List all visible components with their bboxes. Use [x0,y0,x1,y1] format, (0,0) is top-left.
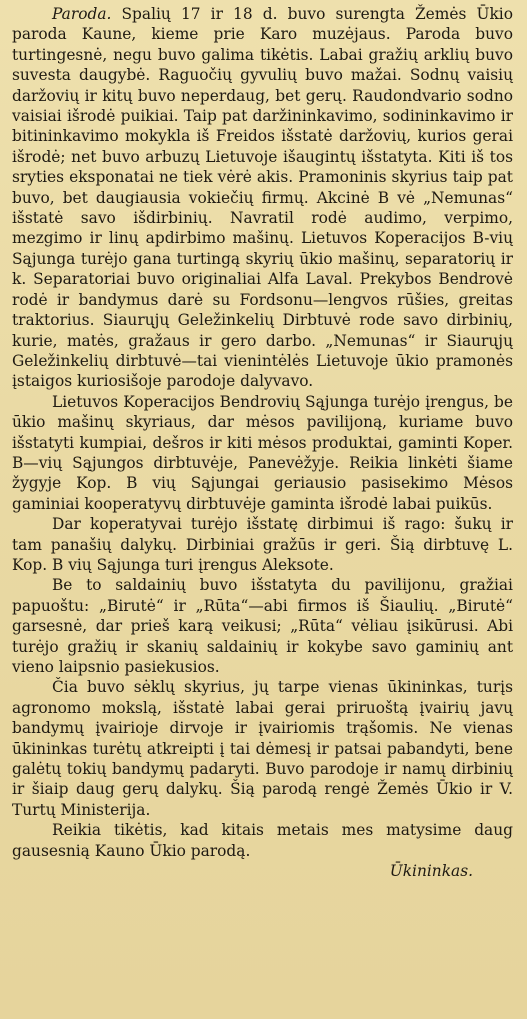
article-body [12,4,513,861]
paragraph-5: Čia buvo sėklų skyrius, jų tarpe vienas ūkininkas, turįs agronomo mokslą, išstatė labai gerai priruoštą įvairių javų bandymų įvairioje dirvoje ir įvairiomis trąšomis. Ne vienas ūkininkas turėtų atkreipti į tai dėmesį ir patsai pabandyti, bene galėtų tokių bandymų padaryti. Buvo parodoje ir namų dirbinių ir šiaip daug gerų dalykų. Šią parodą rengė Žemės Ūkio ir V. Turtų Ministerija. [12,678,513,819]
paragraph-1-text: Spalių 17 ir 18 d. buvo surengta Žemės Ūkio paroda Kaune, kieme prie Karo muzėjaus. Paroda buvo turtingesnė, negu buvo galima tikėtis. Labai gražių arklių buvo suvesta daugybė. Raguočių gyvulių buvo mažai. Sodnų vaisių daržovių ir kitų buvo neperdaug, bet gerų. Raudondvario sodno vaisiai išrodė puikiai. Taip pat daržininkavimo, sodininkavimo ir bitininkavimo mokykla iš Freidos išstatė daržovių, kurios gerai išrodė; net buvo arbuzų Lietuvoje išaugintų išstatyta. Kiti iš tos sryties eksponatai ne tiek vėrė akis. Pramoninis skyrius taip pat buvo, bet daugiausia vokiečių firmų. Akcinė B vė „Nemunas“ išstatė savo išdirbinių. Navratil rodė audimo, verpimo, mezgimo ir linų apdirbimo mašinų. Lietuvos Koperacijos B-vių Sąjunga turėjo gana turtingą skyrių ūkio mašinų, separatorių ir k. Separatoriai buvo originaliai Alfa Laval. Prekybos Bendrovė rodė ir bandymus darė su Fordsonu—lengvos rūšies, greitas traktorius. Siaurųjų Geležinkelių Dirbtuvė rode savo dirbinių, kurie, matės, gražaus ir gero darbo. „Nemunas“ ir Siaurųjų Geležinkelių dirbtuvė—tai vienintėlės Lietuvoje ūkio pramonės įstaigos kuriosišoje parodoje dalyvavo. [12,5,513,391]
paragraph-4: Be to saldainių buvo išstatyta du pavilijonu, gražiai papuoštu: „Birutė“ ir „Rūta“—abi firmos iš Šiaulių. „Birutė“ garsesnė, dar prieš karą veikusi; „Rūta“ vėliau įsikūrusi. Abi turėjo gražių ir skanių saldainių ir kokybe savo gaminių ant vieno laipsnio pasiekusios. [12,576,513,676]
paragraph-1 [12,4,513,392]
article-lead-word: Paroda. [52,5,112,23]
paragraph-3: Dar koperatyvai turėjo išstatę dirbimui iš rago: šukų ir tam panašių dalykų. Dirbiniai gražūs ir geri. Šią dirbtuvę L. Kop. B vių Sąjunga turi įrengus Aleksote. [12,515,513,574]
paragraph-6: Reikia tikėtis, kad kitais metais mes matysime daug gausesnią Kauno Ūkio parodą. [12,821,513,860]
article-signature: Ūkininkas. [389,862,473,881]
paragraph-2: Lietuvos Koperacijos Bendrovių Sąjunga turėjo įrengus, be ūkio mašinų skyriaus, dar mėsos pavilijoną, kuriame buvo išstatyti kumpiai, dešros ir kiti mėsos produktai, gaminti Koper. B—vių Sąjungos dirbtuvėje, Panevėžyje. Reikia linkėti šiame žygyje Kop. B vių Sąjungai geriausio pasisekimo Mėsos gaminiai kooperatyvų dirbtuvėje gaminta išrodė labai puikūs. [12,392,513,513]
